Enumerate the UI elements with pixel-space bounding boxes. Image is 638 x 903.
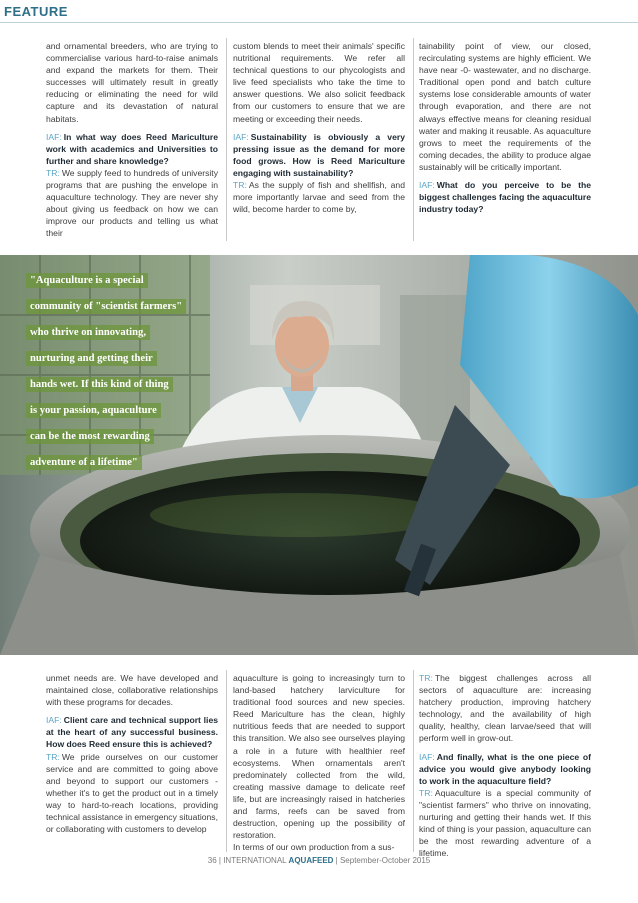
top-column-3	[419, 40, 591, 221]
bottom-column-3	[419, 672, 591, 865]
paragraph: unmet needs are. We have developed and maintained close, collaborative relationships with these programs for decades.	[46, 673, 218, 708]
interviewer-label: IAF:	[46, 715, 62, 726]
paragraph: In terms of our own production from a sus-	[233, 842, 395, 853]
column-divider	[226, 38, 227, 241]
pull-quote	[26, 268, 196, 476]
question	[233, 131, 405, 179]
pull-quote-line: nurturing and getting their	[26, 351, 157, 366]
page-footer	[0, 856, 638, 865]
question-text: Sustainability is obviously a very pressing issue as the demand for more food grows. How is Reed Mariculture engaging with sustainability?	[233, 131, 405, 178]
pull-quote-line: is your passion, aquaculture	[26, 403, 161, 418]
answer-text: We supply feed to hundreds of university programs that are pushing the envelope in aquaculture technology. They are never shy about giving us feedback on how we can improve our products and telling us what their	[46, 167, 218, 239]
answer-text: The biggest challenges across all sectors of aquaculture are: increasing hatchery production, improving hatchery technology, and the availability of high quality, healthy, clean larvae/seed that will perform well in grow-out.	[419, 673, 591, 744]
section-header: FEATURE	[4, 4, 68, 19]
question-text: In what way does Reed Mariculture work with academics and Universities to further and share knowledge?	[46, 131, 218, 166]
answer	[419, 672, 591, 745]
interviewer-label: IAF:	[233, 131, 249, 142]
question	[46, 131, 218, 167]
question	[46, 714, 218, 750]
question-text: What do you perceive to be the biggest challenges facing the aquaculture industry today?	[419, 180, 591, 215]
column-divider	[226, 670, 227, 852]
pull-quote-line: can be the most rewarding	[26, 429, 154, 444]
publication-brand: AQUAFEED	[288, 856, 334, 865]
answer	[233, 179, 405, 215]
paragraph: and ornamental breeders, who are trying to commercialise various hard-to-raise animals and expand the markets for them. Their successes will ultimately result in greatly reducing or eliminating the need for wild capture and its devastation of natural habitats.	[46, 41, 218, 124]
column-divider	[413, 38, 414, 241]
question-text: And finally, what is the one piece of advice you would give anybody looking to work in the aquaculture field?	[419, 751, 591, 786]
paragraph: aquaculture is going to increasingly turn to land-based hatchery larviculture for traditional food sources and new species. Reed Mariculture has the clean, highly nutritious feeds that are needed to support this transition. We also see ourselves playing a role in a future with healthier reef ecosystems. When ornamentals aren't predominately collected from the wild, creating massive damage to delicate reef life, but are increasingly raised in hatcheries and farms, reefs can be saved from destruction, opening up the possibility of restoration.	[233, 673, 405, 841]
column-divider	[413, 670, 414, 852]
pull-quote-line: hands wet. If this kind of thing	[26, 377, 173, 392]
respondent-label: TR:	[419, 673, 433, 683]
paragraph: custom blends to meet their animals' specific nutritional requirements. We refer all technical questions to our phycologists and live feed specialists who take the time to answer questions. We also solicit feedback from our customers to ensure that we are meeting or exceeding their needs.	[233, 41, 405, 124]
top-column-2	[233, 40, 405, 221]
issue-date: | September-October 2015	[335, 856, 431, 865]
bottom-column-1	[46, 672, 218, 841]
paragraph: tainability point of view, our closed, recirculating systems are highly efficient. We have near -0- wastewater, and no discharge. Traditional open pond and batch culture systems lose considerable amounts of water through evaporation, and there are not always effective means for cleaning residual water and making it reusable. As aquaculture grows to meet the requirements of the coming decades, the ability to produce algae sustainably will be critically important.	[419, 41, 591, 172]
answer	[46, 751, 218, 836]
respondent-label: TR:	[419, 787, 433, 798]
question	[419, 179, 591, 215]
respondent-label: TR:	[46, 167, 60, 178]
interviewer-label: IAF:	[419, 180, 435, 191]
answer	[419, 787, 591, 860]
pull-quote-line: adventure of a lifetime"	[26, 455, 142, 470]
interviewer-label: IAF:	[46, 131, 62, 142]
question	[419, 751, 591, 787]
top-column-1	[46, 40, 218, 246]
answer-text: Aquaculture is a special community of "scientist farmers" who thrive on innovating, nurturing and getting their hands wet. If this kind of thing is your passion, aquaculture can be the most rewarding adventure of a lifetime.	[419, 787, 591, 859]
interviewer-label: IAF:	[419, 751, 435, 762]
answer-text: We pride ourselves on our customer service and are committed to going above and beyond to support our customers - whether it's to get the product out in a timely way to hard-to-reach locations, providing technical assistance in emergency situations, or collaborating with customers to develop	[46, 751, 218, 835]
pull-quote-line: "Aquaculture is a special	[26, 273, 148, 288]
answer-text: As the supply of fish and shellfish, and more importantly larvae and seed from the wild, become harder to come by,	[233, 180, 405, 215]
respondent-label: TR:	[46, 751, 60, 762]
bottom-column-2	[233, 672, 405, 859]
question-text: Client care and technical support lies at the heart of any successful business. How does Reed ensure this is achieved?	[46, 715, 218, 750]
pull-quote-line: community of "scientist farmers"	[26, 299, 186, 314]
page-number: 36	[207, 856, 217, 865]
respondent-label: TR:	[233, 180, 247, 191]
publication-prefix: | INTERNATIONAL	[218, 856, 287, 865]
header-divider	[0, 22, 638, 23]
pull-quote-line: who thrive on innovating,	[26, 325, 150, 340]
answer	[46, 167, 218, 240]
